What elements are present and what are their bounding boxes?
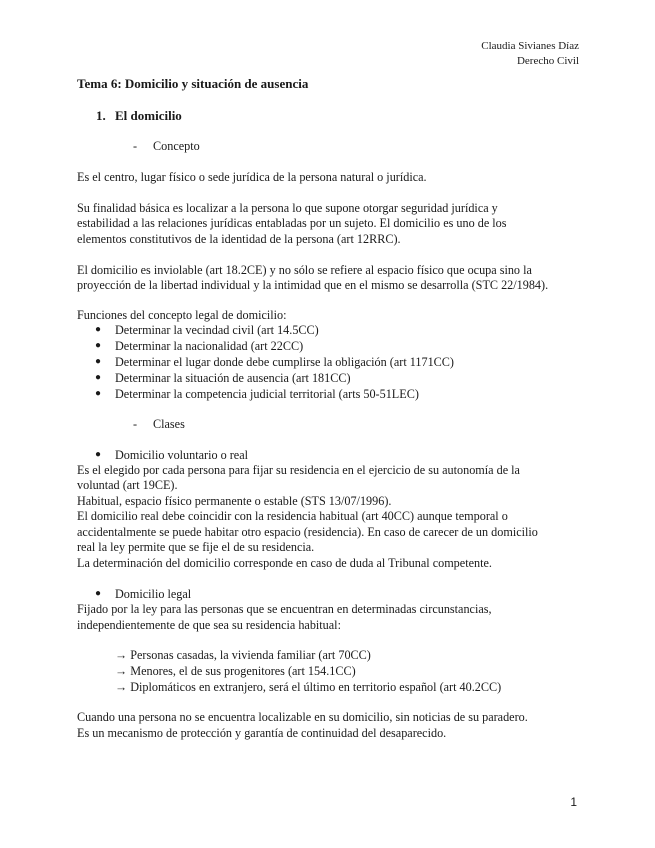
bullet-icon: ● bbox=[95, 356, 102, 367]
ausencia-line: Cuando una persona no se encuentra localizable en su domicilio, sin noticias de su paradero. bbox=[77, 710, 528, 724]
page-number: 1 bbox=[570, 795, 577, 809]
header-author: Claudia Sivianes Díaz bbox=[481, 40, 579, 52]
legal-line: independientemente de que sea su residencia habitual: bbox=[77, 618, 341, 632]
paragraph-definition: Es el centro, lugar físico o sede jurídica de la persona natural o jurídica. bbox=[77, 170, 427, 184]
voluntario-line: accidentalmente se puede habitar otro espacio (residencia). En caso de carecer de un domicilio bbox=[77, 525, 538, 539]
paragraph-finalidad-line: elementos constitutivos de la identidad de la persona (art 12RRC). bbox=[77, 232, 401, 246]
section-title: El domicilio bbox=[115, 108, 182, 123]
funcion-item: Determinar la situación de ausencia (art 181CC) bbox=[115, 371, 351, 385]
voluntario-line: Habitual, espacio físico permanente o estable (STS 13/07/1996). bbox=[77, 494, 392, 508]
bullet-icon: ● bbox=[95, 340, 102, 351]
funcion-item: Determinar la vecindad civil (art 14.5CC) bbox=[115, 323, 319, 337]
voluntario-line: voluntad (art 19CE). bbox=[77, 478, 178, 492]
legal-line: Fijado por la ley para las personas que se encuentran en determinadas circunstancias, bbox=[77, 602, 492, 616]
paragraph-inviolable-line: proyección de la libertad individual y la intimidad que en el mismo se desarrolla (STC 22/1984). bbox=[77, 278, 549, 292]
clases-heading: Clases bbox=[153, 417, 185, 431]
funcion-item: Determinar el lugar donde debe cumplirse la obligación (art 1171CC) bbox=[115, 355, 454, 369]
legal-arrow-item: → Diplomáticos en extranjero, será el último en territorio español (art 40.2CC) bbox=[115, 680, 502, 694]
paragraph-inviolable-line: El domicilio es inviolable (art 18.2CE) y no sólo se refiere al espacio físico que ocupa sino la bbox=[77, 263, 532, 277]
funcion-item: Determinar la nacionalidad (art 22CC) bbox=[115, 339, 304, 353]
bullet-icon: ● bbox=[95, 324, 102, 335]
document-title: Tema 6: Domicilio y situación de ausencia bbox=[77, 76, 309, 91]
section-number: 1. bbox=[96, 108, 106, 123]
funciones-intro: Funciones del concepto legal de domicilio: bbox=[77, 308, 287, 322]
voluntario-line: El domicilio real debe coincidir con la residencia habitual (art 40CC) aunque temporal o bbox=[77, 509, 508, 523]
header-subject: Derecho Civil bbox=[516, 55, 579, 67]
domicilio-legal-heading: Domicilio legal bbox=[115, 587, 192, 601]
voluntario-line: real la ley permite que se fije el de su residencia. bbox=[77, 540, 315, 554]
ausencia-line: Es un mecanismo de protección y garantía de continuidad del desaparecido. bbox=[77, 726, 447, 740]
legal-arrow-item: → Personas casadas, la vivienda familiar (art 70CC) bbox=[115, 648, 371, 662]
voluntario-line: La determinación del domicilio corresponde en caso de duda al Tribunal competente. bbox=[77, 556, 492, 570]
bullet-icon: ● bbox=[95, 588, 102, 599]
concepto-heading: Concepto bbox=[153, 139, 200, 153]
voluntario-line: Es el elegido por cada persona para fijar su residencia en el ejercicio de su autonomía de la bbox=[77, 463, 520, 477]
concepto-dash: - bbox=[133, 139, 138, 153]
paragraph-finalidad-line: Su finalidad básica es localizar a la persona lo que supone otorgar seguridad jurídica y bbox=[77, 201, 498, 215]
bullet-icon: ● bbox=[95, 388, 102, 399]
paragraph-finalidad-line: estabilidad a las relaciones jurídicas entabladas por un sujeto. El domicilio es uno de los bbox=[77, 216, 507, 230]
bullet-icon: ● bbox=[95, 372, 102, 383]
clases-dash: - bbox=[133, 417, 138, 431]
legal-arrow-item: → Menores, el de sus progenitores (art 154.1CC) bbox=[115, 664, 356, 678]
funcion-item: Determinar la competencia judicial territorial (arts 50-51LEC) bbox=[115, 387, 419, 401]
domicilio-voluntario-heading: Domicilio voluntario o real bbox=[115, 448, 249, 462]
bullet-icon: ● bbox=[95, 449, 102, 460]
